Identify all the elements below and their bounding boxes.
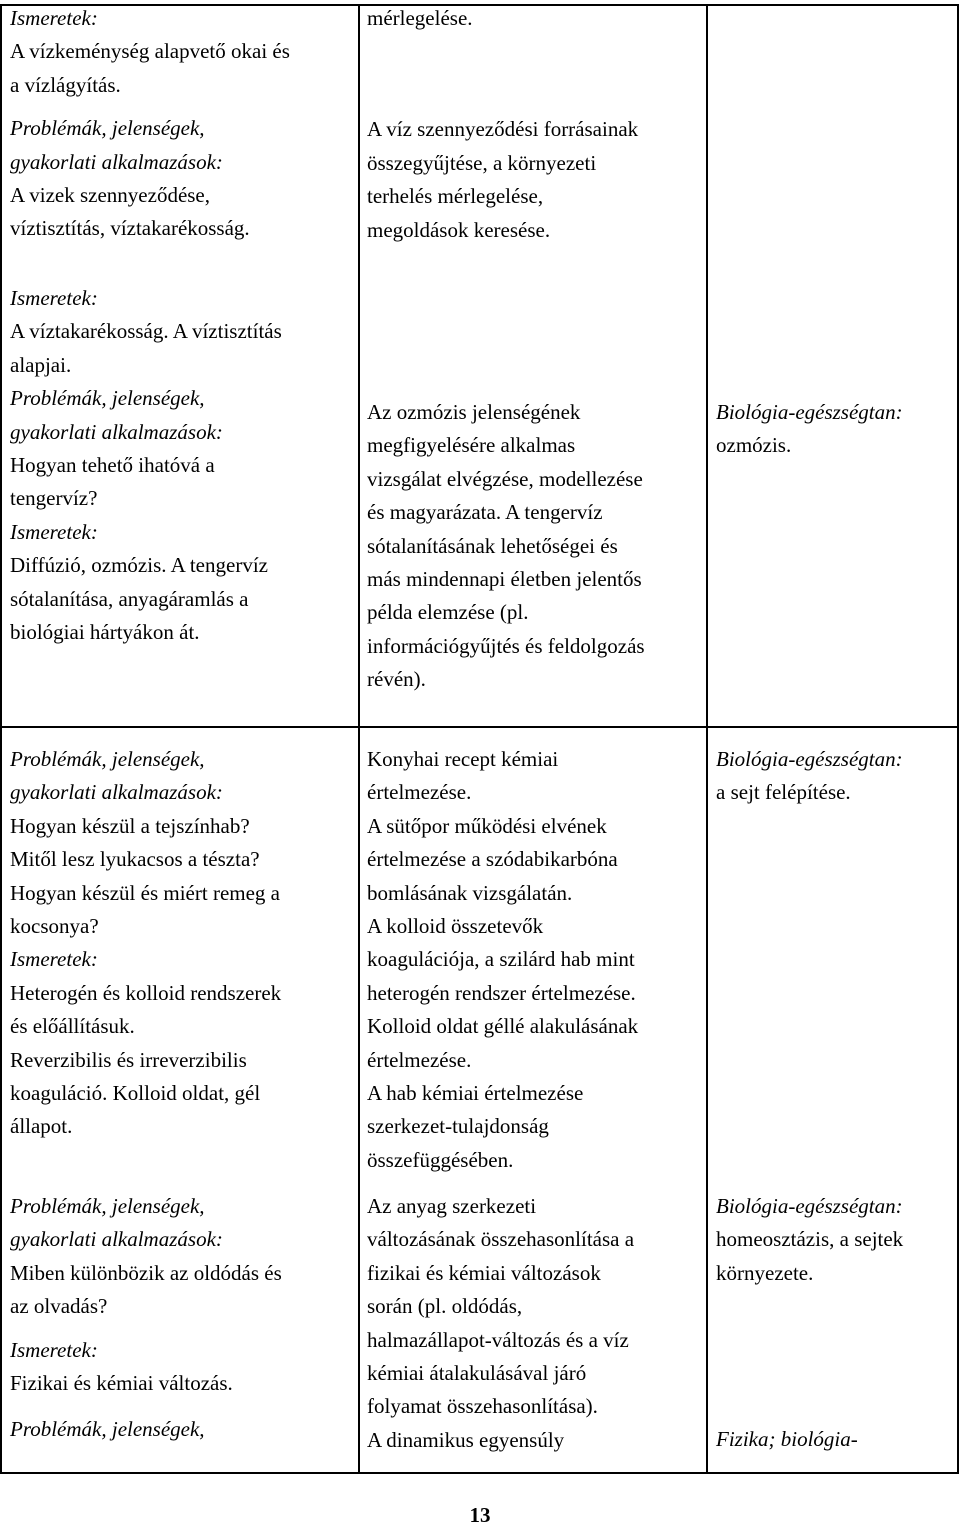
label-problemak: Problémák, jelenségek,: [10, 1417, 205, 1442]
row2-activities-cell: [367, 396, 705, 697]
label-fizika: Fizika; biológia-: [716, 1427, 858, 1452]
cell-text: koagulációja, a szilárd hab mint: [367, 947, 635, 972]
cell-text: Fizikai és kémiai változás.: [10, 1371, 233, 1396]
cell-text: A víz szennyeződési forrásainak: [367, 117, 639, 142]
cell-text: biológiai hártyákon át.: [10, 620, 200, 645]
label-ismeretek: Ismeretek:: [10, 519, 98, 544]
cell-text: tengervíz?: [10, 486, 98, 511]
cell-text: Hogyan tehető ihatóvá a: [10, 453, 215, 478]
cell-text: vizsgálat elvégzése, modellezése: [367, 466, 643, 491]
cell-text: kémiai átalakulásával járó: [367, 1361, 587, 1386]
cell-text: homeosztázis, a sejtek: [716, 1227, 904, 1252]
label-gyakorlati: gyakorlati alkalmazások:: [10, 1227, 223, 1252]
row1-topics-cell: [10, 2, 350, 246]
cell-text: mérlegelése.: [367, 6, 473, 30]
label-ismeretek: Ismeretek:: [10, 6, 98, 30]
label-ismeretek: Ismeretek:: [10, 1337, 98, 1362]
row4-links-cell: [716, 1190, 951, 1457]
cell-text: értelmezése.: [367, 1047, 472, 1072]
cell-text: Az ozmózis jelenségének: [367, 400, 581, 424]
page-number: 13: [469, 1503, 491, 1527]
cell-text: megfigyelésére alkalmas: [367, 433, 576, 458]
cell-text: Hogyan készül és miért remeg a: [10, 880, 280, 905]
cell-text: szerkezet-tulajdonság: [367, 1114, 549, 1139]
cell-text: terhelés mérlegelése,: [367, 184, 544, 209]
label-problemak: Problémák, jelenségek,: [10, 386, 205, 411]
cell-text: folyamat összehasonlítása).: [367, 1394, 598, 1419]
cell-text: sótalanításának lehetőségei és: [367, 533, 618, 558]
cell-text: halmazállapot-változás és a víz: [367, 1327, 629, 1352]
cell-text: A vizek szennyeződése,: [10, 183, 211, 208]
cell-text: A dinamikus egyensúly: [367, 1427, 565, 1452]
cell-text: Konyhai recept kémiai: [367, 747, 559, 771]
cell-text: összefüggésében.: [367, 1147, 514, 1172]
row2-topics-cell: [10, 282, 350, 649]
label-gyakorlati: gyakorlati alkalmazások:: [10, 780, 223, 805]
row-divider-1: [0, 726, 959, 728]
row4-activities-cell: [367, 1190, 705, 1457]
row3-links-cell: [716, 743, 951, 810]
cell-text: Heterogén és kolloid rendszerek: [10, 980, 282, 1005]
spacer: [10, 102, 350, 112]
spacer: [367, 35, 705, 113]
cell-text: Reverzibilis és irreverzibilis: [10, 1047, 247, 1072]
table-border-left: [0, 4, 2, 1473]
label-problemak: Problémák, jelenségek,: [10, 116, 205, 141]
label-biologia: Biológia-egészségtan:: [716, 1194, 903, 1218]
label-problemak: Problémák, jelenségek,: [10, 747, 205, 771]
cell-text: ozmózis.: [716, 433, 792, 458]
cell-text: heterogén rendszer értelmezése.: [367, 980, 636, 1005]
cell-text: bomlásának vizsgálatán.: [367, 880, 573, 905]
cell-text: a vízlágyítás.: [10, 72, 121, 97]
cell-text: Diffúzió, ozmózis. A tengervíz: [10, 553, 268, 578]
cell-text: értelmezése.: [367, 780, 472, 805]
label-biologia: Biológia-egészségtan:: [716, 400, 903, 424]
table-divider-1: [358, 4, 360, 1473]
row1-activities-cell: [367, 2, 705, 247]
cell-text: Hogyan készül a tejszínhab?: [10, 813, 250, 838]
cell-text: Miben különbözik az oldódás és: [10, 1260, 282, 1285]
cell-text: értelmezése a szódabikarbóna: [367, 847, 618, 872]
cell-text: az olvadás?: [10, 1294, 108, 1319]
table-border-bottom: [0, 1472, 959, 1474]
cell-text: információgyűjtés és feldolgozás: [367, 633, 645, 658]
label-gyakorlati: gyakorlati alkalmazások:: [10, 149, 223, 174]
cell-text: víztisztítás, víztakarékosság.: [10, 216, 250, 241]
cell-text: révén).: [367, 667, 426, 692]
label-problemak: Problémák, jelenségek,: [10, 1194, 205, 1218]
label-biologia: Biológia-egészségtan:: [716, 747, 903, 771]
cell-text: A hab kémiai értelmezése: [367, 1081, 584, 1106]
cell-text: Az anyag szerkezeti: [367, 1194, 537, 1218]
cell-text: A sütőpor működési elvének: [367, 813, 607, 838]
cell-text: alapjai.: [10, 352, 72, 377]
cell-text: változásának összehasonlítása a: [367, 1227, 635, 1252]
label-gyakorlati: gyakorlati alkalmazások:: [10, 419, 223, 444]
cell-text: A kolloid összetevők: [367, 914, 544, 939]
label-ismeretek: Ismeretek:: [10, 286, 98, 310]
cell-text: Mitől lesz lyukacsos a tészta?: [10, 847, 260, 872]
table-divider-2: [706, 4, 708, 1473]
cell-text: összegyűjtése, a környezeti: [367, 150, 597, 175]
row2-links-cell: [716, 396, 951, 463]
cell-text: állapot.: [10, 1114, 73, 1139]
cell-text: és előállításuk.: [10, 1014, 135, 1039]
cell-text: Kolloid oldat géllé alakulásának: [367, 1014, 639, 1039]
cell-text: A víztakarékosság. A víztisztítás: [10, 319, 282, 344]
label-ismeretek: Ismeretek:: [10, 947, 98, 972]
cell-text: kocsonya?: [10, 914, 99, 939]
row3-activities-cell: [367, 743, 705, 1177]
cell-text: más mindennapi életben jelentős: [367, 567, 642, 592]
cell-text: koaguláció. Kolloid oldat, gél: [10, 1081, 261, 1106]
cell-text: példa elemzése (pl.: [367, 600, 529, 625]
cell-text: megoldások keresése.: [367, 217, 551, 242]
cell-text: A vízkeménység alapvető okai és: [10, 39, 290, 64]
row3-topics-cell: [10, 743, 350, 1144]
cell-text: környezete.: [716, 1260, 814, 1285]
cell-text: fizikai és kémiai változások: [367, 1260, 601, 1285]
row4-topics-cell: [10, 1190, 350, 1447]
cell-text: a sejt felépítése.: [716, 780, 851, 805]
cell-text: és magyarázata. A tengervíz: [367, 500, 603, 525]
cell-text: sótalanítása, anyagáramlás a: [10, 586, 249, 611]
table-border-right: [957, 4, 959, 1473]
cell-text: során (pl. oldódás,: [367, 1294, 523, 1319]
